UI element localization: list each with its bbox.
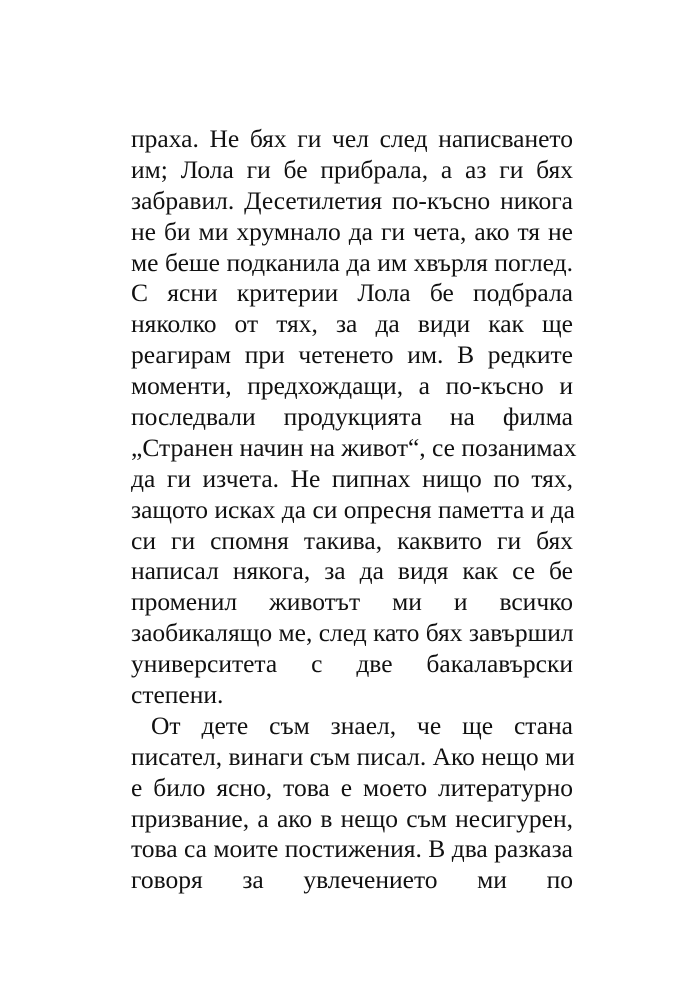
text-line: променил животът ми и всичко [131, 587, 573, 617]
text-line: реагирам при четенето им. В редките [131, 340, 573, 370]
paragraph-2 [131, 711, 573, 896]
text-line: ме беше подканила да им хвърля поглед. [131, 247, 573, 277]
text-line: написал някога, за да видя как се бе [131, 556, 573, 586]
text-line: праха. Не бях ги чел след написването [131, 124, 573, 153]
text-line: последвали продукцията на филма [131, 402, 573, 432]
text-line: няколко от тях, за да види как ще [131, 309, 573, 339]
text-line: говоря за увлечението ми по [131, 865, 573, 895]
text-line: степени. [131, 680, 224, 710]
text-line: е било ясно, това е моето литературно [131, 772, 573, 802]
paragraph-1 [131, 124, 577, 711]
text-line: им; Лола ги бе прибрала, а аз ги бях [131, 154, 573, 184]
text-line: това са моите постижения. В два разказа [131, 834, 573, 864]
text-line: защото исках да си опресня паметта и да [131, 494, 575, 524]
text-line: призвание, а ако в нещо съм несигурен, [131, 803, 573, 833]
text-line: От дете съм знаел, че ще стана [151, 710, 573, 740]
text-line: С ясни критерии Лола бе подбрала [131, 278, 573, 308]
text-line: да ги изчета. Не пипнах нищо по тях, [131, 463, 573, 493]
text-line: не би ми хрумнало да ги чета, ако тя не [131, 216, 573, 246]
text-line: моменти, предхождащи, а по-късно и [131, 371, 573, 401]
text-line: „Странен начин на живот“, се позанимах [131, 432, 577, 462]
text-line: заобикалящо ме, след като бях завършил [131, 618, 574, 648]
text-line: си ги спомня такива, каквито ги бях [131, 525, 573, 555]
text-line: писател, винаги съм писал. Ако нещо ми [131, 741, 575, 771]
text-line: забравил. Десетилетия по-късно никога [131, 185, 573, 215]
text-line: университета с две бакалавърски [131, 649, 573, 679]
book-page-text [131, 124, 577, 896]
